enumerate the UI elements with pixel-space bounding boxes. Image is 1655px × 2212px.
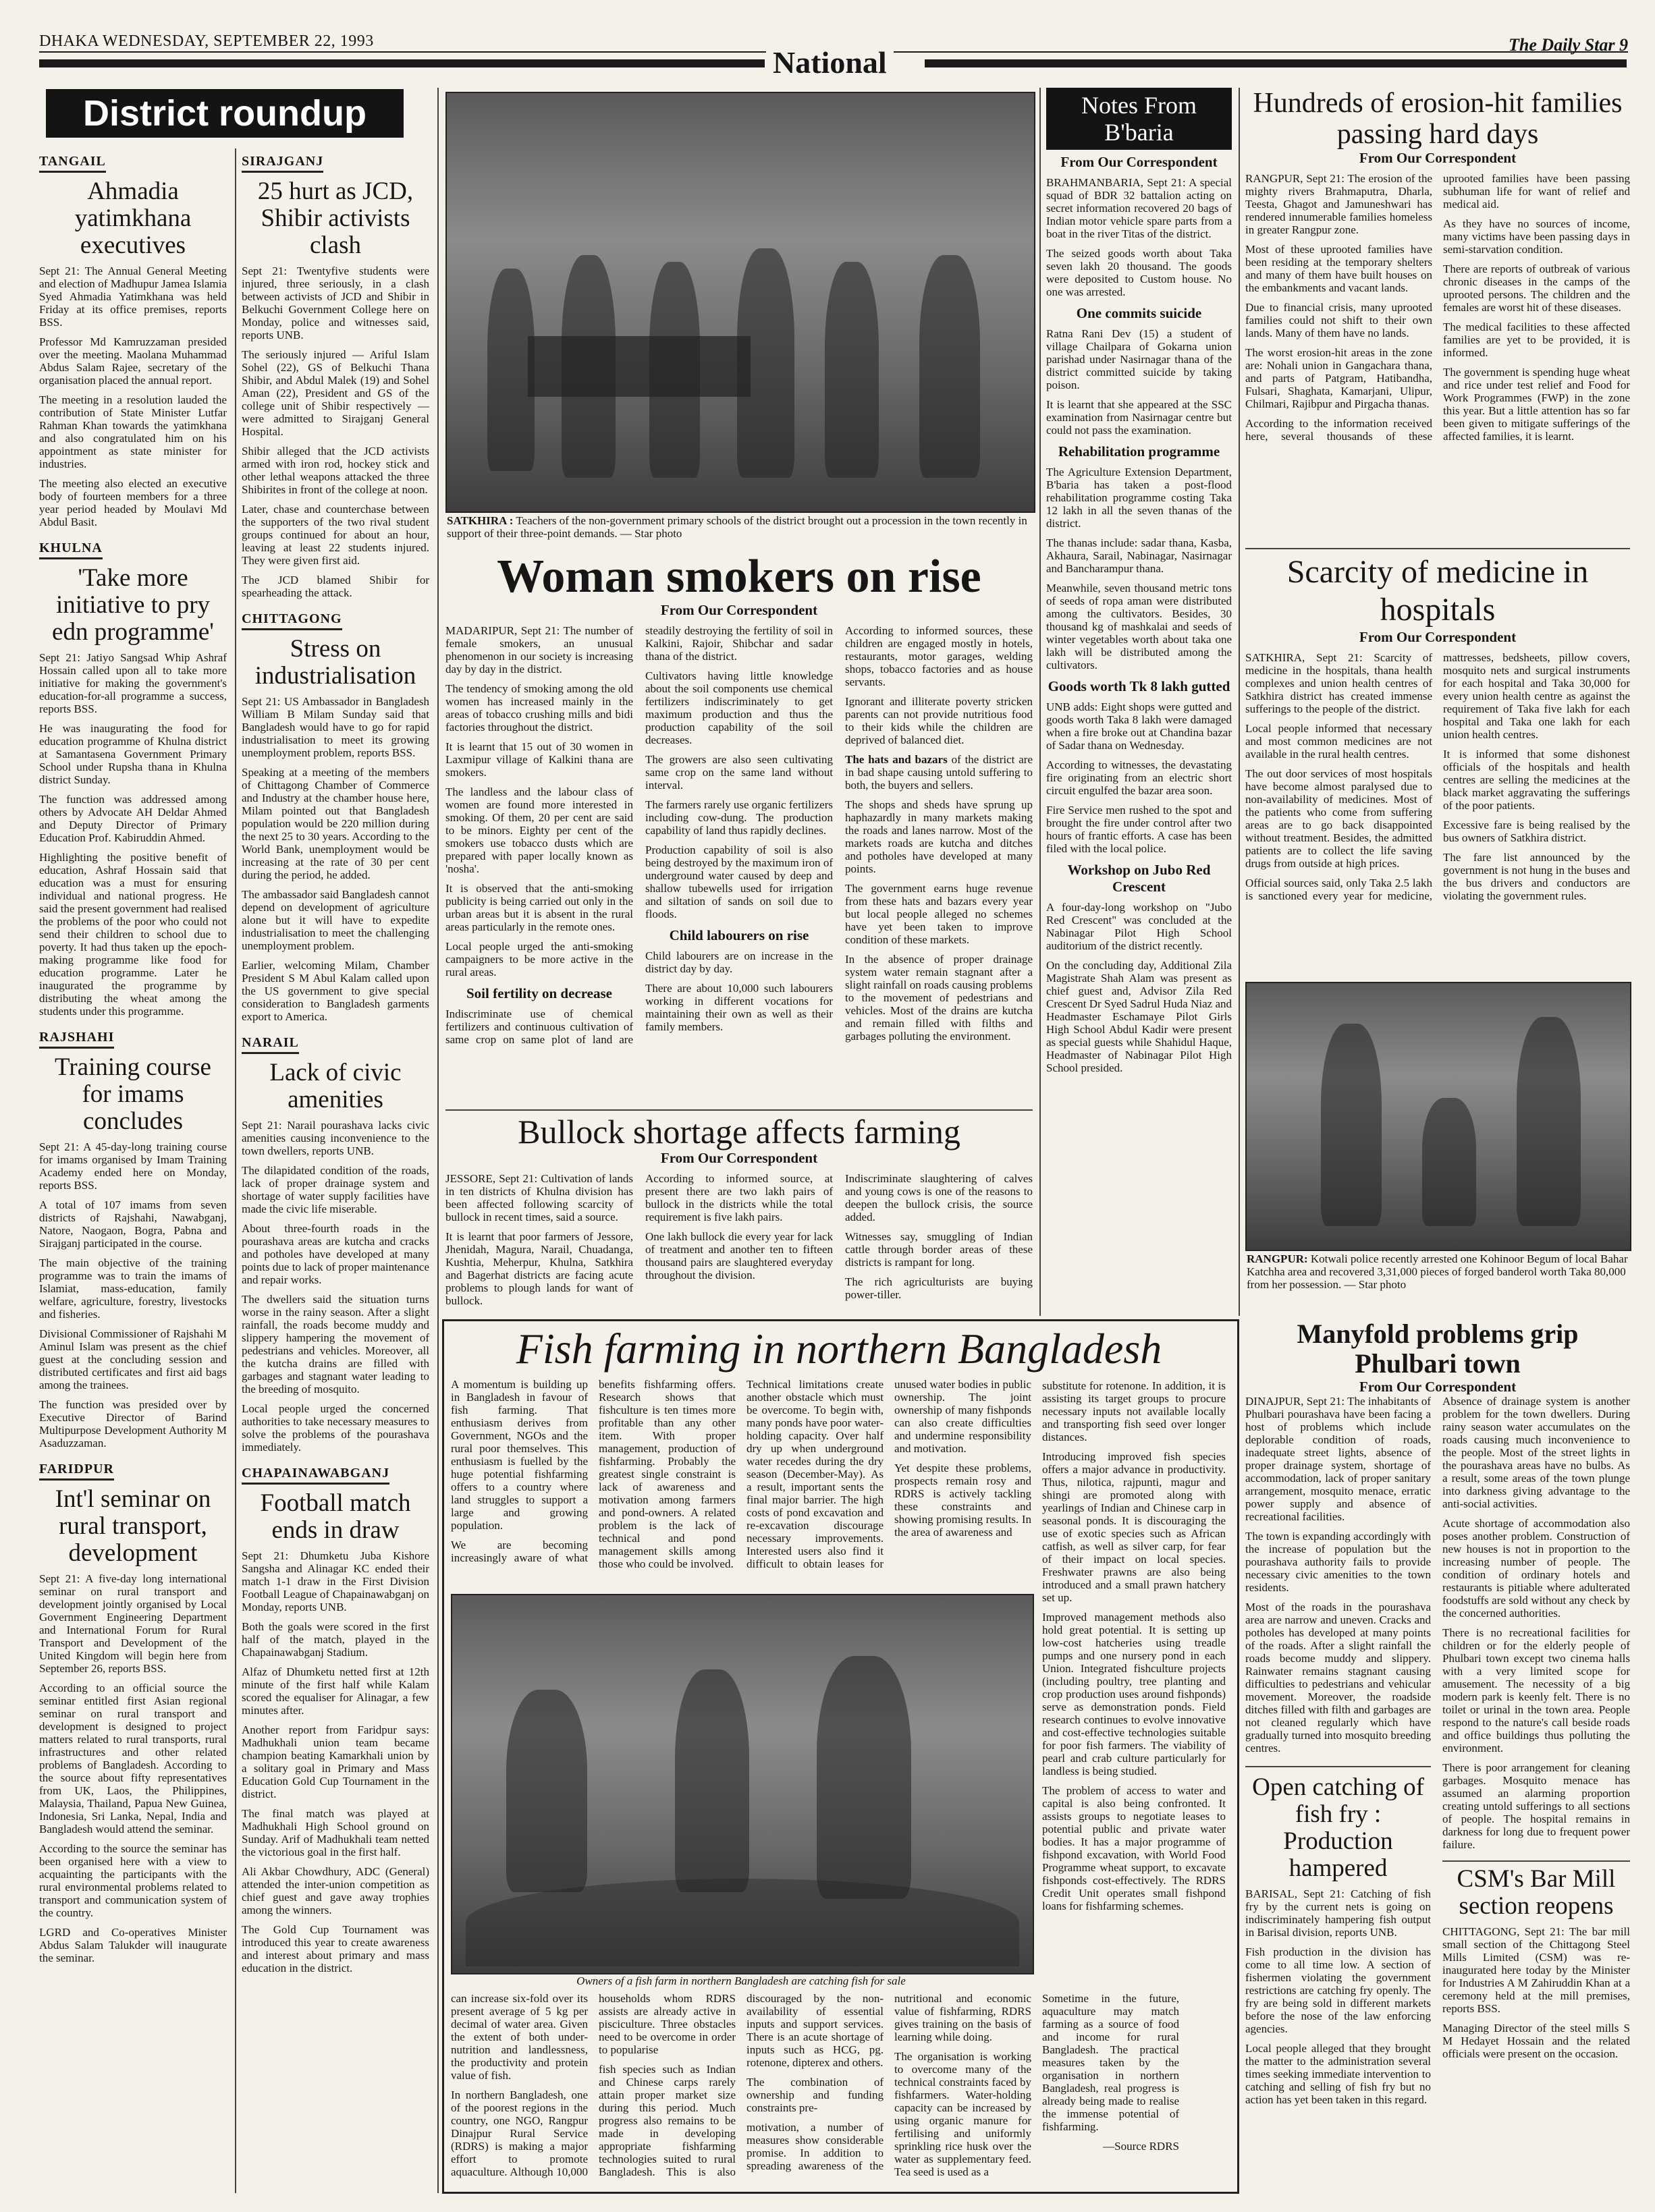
story-paragraph: Local people informed that necessary and most common medicines are not available in the rural health centres.: [1245, 722, 1432, 761]
story-paragraph: The medical facilities to these affected families are yet to be provided, it is informed.: [1443, 321, 1630, 359]
story-paragraph: Sept 21: Jatiyo Sangsad Whip Ashraf Hossain called upon all to take more initiative for making the government's education-for-all programme a success, reports BSS.: [39, 651, 227, 715]
story-columns: [1245, 651, 1630, 968]
story-paragraph: Ignorant and illiterate poverty stricken parents can not provide nutritious food to their kids while the children are deprived of balanced diet.: [845, 695, 1033, 746]
story-tag: FARIDPUR: [39, 1462, 114, 1481]
story-paragraph: UNB adds: Eight shops were gutted and goods worth Taka 8 lakh were damaged when a fire broke out at Chandina bazar of Sadar thana on Wednesday.: [1046, 700, 1232, 752]
story-paragraph: The organisation is working to overcome many of the technical constraints faced by fishfarmers. Water-holding capacity can be increased by using organic manure for fertilising and uniformly sprinkling rice husk over the water as supplementary feed. Tea seed is used as a: [894, 2050, 1031, 2178]
story-byline: From Our Correspondent: [660, 1150, 818, 1166]
story-paragraph: RANGPUR, Sept 21: The erosion of the mighty rivers Brahmaputra, Dharla, Teesta, Ghagot and Jamuneshwari has rendered innumerable families homeless in greater Rangpur zone.: [1245, 172, 1432, 236]
story-paragraph: The government is spending huge wheat and rice under test relief and Food for Work Programmes (FWP) in the zone this year. But a little attention has so far been given to mitigate sufferings of the affected families, it is learnt.: [1443, 366, 1630, 443]
story-paragraph: CHITTAGONG, Sept 21: The bar mill small section of the Chittagong Steel Mills Limited (CSM) was re-inaugurated here today by the Minister for Industries A M Zahiruddin Khan at a ceremony held at the mill premises, reports BSS.: [1442, 1925, 1630, 2015]
story-paragraph: Excessive fare is being realised by the bus owners of Satkhira district.: [1443, 819, 1630, 844]
photo-figure: [919, 255, 980, 478]
story-tag: NARAIL: [242, 1035, 299, 1054]
story-paragraph: The function was presided over by Executive Director of Barind Multipurpose Development Authority M Asaduzzaman.: [39, 1398, 227, 1449]
story-medicine-scarcity: [1245, 553, 1630, 978]
story-paragraph: According to informed source, at present there are two lakh pairs of bullock in the districts while the total requirement is five lakh pairs.: [645, 1172, 833, 1223]
story-fish-farming: [451, 1324, 1227, 2185]
story-paragraph: The rich agriculturists are buying power-tiller.: [845, 1275, 1033, 1301]
story-paragraph: Yet despite these problems, prospects remain rosy and RDRS is actively tackling these constraints and showing promising results. In the area of awareness and: [894, 1462, 1031, 1539]
story-paragraph: BRAHMANBARIA, Sept 21: A special squad of BDR 32 battalion acting on secret information recovered 20 bags of Indian motor vehicle spare parts from a boat in the river Titas of the district.: [1046, 176, 1232, 240]
story-paragraph: Sept 21: Narail pourashava lacks civic amenities causing inconvenience to the town dwellers, reports UNB.: [242, 1119, 429, 1157]
story-paragraph: Most of these uprooted families have been residing at the temporary shelters and many of them have built houses on the embankments and vacant lands.: [1245, 243, 1432, 294]
story-paragraph: The landless and the labour class of women are found more interested in smoking. Of them, 20 per cent are said to be minors. Eighty per cent of the smokers use tobacco dusts which are prepared with paper locally known as 'nosha'.: [445, 785, 633, 875]
story-headline: Bullock shortage affects farming: [518, 1113, 960, 1151]
photo-figure: [825, 262, 879, 478]
story-paragraph: According to witnesses, the devastating fire originating from an electric short circuit engulfed the bazar area soon.: [1046, 758, 1232, 797]
story-paragraph: Official sources said, only Taka 2.5 lakh is sanctioned every year for medicine, mattresses, bedsheets, pillow covers, mosquito nets and surgical instruments for each hospital and Taka 30,000 for every union health centre as against the requirement of Taka five lakh for each hospital and Taka one lakh for each union health centres.: [1245, 651, 1630, 902]
story-woman-smokers: [445, 552, 1033, 1107]
story-paragraph: It is informed that some dishonest officials of the hospitals and health centres are selling the medicines at the black market aggravating the sufferings of the poor patients.: [1443, 748, 1630, 812]
story-headline: Scarcity of medicine in hospitals: [1286, 554, 1589, 628]
story-paragraph: Sept 21: The Annual General Meeting and election of Madhupur Jamea Islamia Syed Ahmadia Yatimkhana was held Friday at its office premises, reports BSS.: [39, 265, 227, 329]
story-tag: TANGAIL: [39, 154, 106, 173]
story-paragraph: Witnesses say, smuggling of Indian cattle through border areas of these districts is rampant for long.: [845, 1230, 1033, 1269]
masthead-dateline: DHAKA WEDNESDAY, SEPTEMBER 22, 1993: [39, 32, 374, 50]
story-headline: 25 hurt as JCD, Shibir activists clash: [257, 177, 414, 259]
story-columns: [445, 1172, 1033, 1314]
story-paragraph: The JCD blamed Shibir for spearheading the attack.: [242, 574, 429, 599]
story-paragraph: The government earns huge revenue from these hats and bazars every year but local people alleged no schemes have yet been taken to improve condition of these markets.: [845, 882, 1033, 946]
photo-figure: [1517, 1017, 1581, 1226]
photo-net: [466, 1879, 1019, 1966]
story-divider: [445, 1109, 1033, 1111]
story-column-right: [1442, 1395, 1630, 2190]
story-headline: Open catching of fish fry : Production hampered: [1252, 1773, 1424, 1882]
story-paragraph: substitute for rotenone. In addition, it is assisting its target groups to procure necessary inputs not available locally and transporting fish seed over longer distances.: [1042, 1379, 1226, 1443]
story-source: —Source RDRS: [1103, 2140, 1179, 2153]
roundup-column-1: [39, 148, 227, 2193]
story-paragraph: Sept 21: Twentyfive students were injured, three seriously, in a clash between activists of JCD and Shibir in Belkuchi Government College here on Monday, police and witnesses said, reports UNB.: [242, 265, 429, 341]
section-title: National: [766, 45, 894, 80]
story-tag: CHITTAGONG: [242, 611, 342, 630]
photo-figure: [675, 1669, 749, 1892]
story-paragraph: Speaking at a meeting of the members of Chittagong Chamber of Commerce and Industry at the chamber house here, Milam pointed out that Bangladesh population would be 220 million during the next 25 to 30 years. According to the World Bank, unemployment would be increasing at the rate of 30 per cent during the period, he added.: [242, 766, 429, 881]
story-paragraph: The tendency of smoking among the old women has increased mainly in the areas of tobacco crushing mills and bidi factories throughout the district.: [445, 682, 633, 734]
column-divider: [235, 148, 236, 2193]
story-headline: 'Take more initiative to pry edn programme': [52, 564, 214, 646]
section-rule-right: [925, 59, 1627, 67]
story-bullock-shortage: [445, 1113, 1033, 1316]
story-headline: Int'l seminar on rural transport, development: [55, 1485, 211, 1567]
story-columns: [1046, 176, 1232, 1074]
story-paragraph: Ali Akbar Chowdhury, ADC (General) attended the inter-union competition as chief guest and gave away trophies among the winners.: [242, 1865, 429, 1916]
story-subhead: Rehabilitation programme: [1058, 443, 1220, 460]
story-paragraph: BARISAL, Sept 21: Catching of fish fry by the current nets is going on indiscriminately hampering fish output in Barisal division, reports UNB.: [1245, 1887, 1431, 1939]
story-paragraph: Managing Director of the steel mills S M Hedayet Hossain and the related officials were present on the occasion.: [1442, 2022, 1630, 2060]
story-paragraph: Fish production in the division has come to all time low. A section of fishermen violating the government restrictions are catching fry openly. The fry are being sold in different markets before the nose of the law enforcing agencies.: [1245, 1945, 1431, 2035]
story-headline: Fish farming in northern Bangladesh: [516, 1325, 1162, 1373]
story-paragraph: On the concluding day, Additional Zila Magistrate Shah Alam was present as chief guest and, Advisor Zila Red Crescent Dr Syed Sadrul Huda Niaz and Headmaster Eschamaye Pilot Girls High School Abdul Kadir were present as special guests while Shahidul Haque, Headmaster of Nabinagar Pilot High School presided.: [1046, 959, 1232, 1074]
rangpur-photo-caption: [1247, 1252, 1629, 1291]
rangpur-arrest-photo: [1245, 982, 1631, 1251]
story-headline: CSM's Bar Mill section reopens: [1457, 1865, 1616, 1920]
story-paragraph: A four-day-long workshop on "Jubo Red Crescent" was concluded at the Nabinagar Pilot High School auditorium of the district recently.: [1046, 901, 1232, 952]
story-paragraph: Indiscriminate use of chemical fertilizers and continuous cultivation of same crop on same plot of land are steadily destroying the fertility of soil in Kalkini, Rajoir, Shibchar and sadar thana of the district.: [445, 624, 833, 1046]
story-paragraph: One lakh bullock die every year for lack of treatment and another ten to fifteen thousand pairs are slaughtered everyday throughout the division.: [645, 1230, 833, 1281]
story-headline: Woman smokers on rise: [497, 551, 981, 603]
column-divider: [437, 88, 439, 2193]
story-paragraph: The town is expanding accordingly with the increase of population but the pourashava authority fails to provide necessary civic amenities to the town residents.: [1245, 1530, 1431, 1594]
story-paragraph: Shibir alleged that the JCD activists armed with iron rod, hockey stick and other lethal weapons attacked the three Shibirites in front of the college at noon.: [242, 445, 429, 496]
story-paragraph: Both the goals were scored in the first half of the match, played in the Chapainawabganj Stadium.: [242, 1620, 429, 1659]
story-paragraph: We are becoming increasingly aware of what benefits fishfarming offers. Research shows that fishculture is ten times more profitable than any other item. With proper management, production of fishfarming. Probably the greatest single constraint is lack of awareness and motivation among farmers and pond-owners. A related problem is the lack of technical and pond management skills among those who could be involved.: [451, 1378, 736, 1570]
fish-photo-caption: Owners of a fish farm in northern Bangladesh are catching fish for sale: [576, 1974, 906, 1987]
story-paragraph: It is learnt that she appeared at the SSC examination from Nasirnagar centre but could not pass the examination.: [1046, 398, 1232, 437]
story-paragraph: Cultivators having little knowledge about the soil components use chemical fertilizers indiscriminately to get maximum production and thus the production capability of the soil decreases.: [645, 669, 833, 746]
story-paragraph: Technical limitations create another obstacle which must be overcome. To begin with, many ponds have poor water-holding capacity. Over half dry up when underground water recedes during the dry season (December-May). As a result, important sents the final major barrier. The high costs of pond excavation and re-excavation discourage necessary improvements. Interested users also find it difficult to obtain leases for unused water bodies in public ownership. The joint ownership of many fishponds can also create difficulties and undermine responsibility and motivation.: [747, 1378, 1032, 1570]
story-paragraph: The final match was played at Madhukhali High School ground on Sunday. Arif of Madhukhali team netted the victorious goal in the first half.: [242, 1807, 429, 1858]
story-tag: SIRAJGANJ: [242, 154, 323, 173]
story-paragraph: Sept 21: A 45-day-long training course for imams organised by Imam Training Academy ended here on Monday, reports BSS.: [39, 1140, 227, 1192]
story-paragraph: It is learnt that 15 out of 30 women in Laxmipur village of Kalkini thana are smokers.: [445, 740, 633, 779]
story-paragraph: The meeting also elected an executive body of fourteen members for a three year period headed by Moulavi Md Abdul Basit.: [39, 477, 227, 528]
story-byline: From Our Correspondent: [1359, 150, 1517, 166]
story-paragraph: Local people alleged that they brought the matter to the administration several times seeking immediate intervention to catching and selling of fish fry but no action has yet been taken in this regard.: [1245, 2042, 1431, 2106]
column-divider: [1239, 88, 1240, 1316]
story-paragraph: Meanwhile, seven thousand metric tons of seeds of ropa aman were distributed among the cultivators. Besides, 30 thousand kg of mashkalai and seeds of winter vegetables worth about taka one lakh will be distributed among the cultivators.: [1046, 582, 1232, 671]
story-headline: Football match ends in draw: [260, 1489, 411, 1544]
story-industrialisation: [242, 606, 429, 1023]
story-paragraph: JESSORE, Sept 21: Cultivation of lands in ten districts of Khulna division has been affected following scarcity of bullock in recent times, said a source.: [445, 1172, 633, 1223]
photo-credit: — Star photo: [620, 527, 682, 540]
fish-farm-photo: [451, 1594, 1034, 1974]
story-paragraph: Sept 21: US Ambassador in Bangladesh William B Milam Sunday said that Bangladesh would have to go for rapid industrialisation to meet its growing unemployment problem, reports BSS.: [242, 695, 429, 759]
story-paragraph: The farmers rarely use organic fertilizers including cow-dung. The production capability of land thus rapidly declines.: [645, 798, 833, 837]
story-paragraph-text: MADARIPUR, Sept 21: The number of female smokers, an unusual phenomenon in our society is increasing day by day in the district.: [445, 624, 633, 675]
story-paragraph: There is poor arrangement for cleaning garbages. Mosquito menace has assumed an alarming proportion creating untold sufferings to all sections of people. The hospital remains in darkness for long due to frequent power failure.: [1442, 1761, 1630, 1851]
story-paragraph: Later, chase and counterchase between the supporters of the two rival student groups continued for about an hour, leaving at least 22 students injured. They were given first aid.: [242, 503, 429, 567]
story-paragraph: A total of 107 imams from seven districts of Rajshahi, Nawabganj, Natore, Naogaon, Bogra, Pabna and Sirajganj participated in the course.: [39, 1198, 227, 1250]
story-paragraph: Acute shortage of accommodation also poses another problem. Construction of new houses is not in proportion to the increasing number of people. The condition of ordinary hotels and restaurants is pitiable where adulterated foodstuffs are sold without any check by the concerned authorities.: [1442, 1517, 1630, 1620]
story-paragraph: According to an official source the seminar entitled first Asian regional seminar on rural transport and development is designed to project matters related to rural transports, rural infrastructures and other related problems of Bangladesh. According to the source about fifty representatives from UK, Laos, the Philippines, Malaysia, Thailand, Papua New Guinea, Indonesia, Sri Lanka, Nepal, India and Bangladesh would attend the seminar.: [39, 1682, 227, 1835]
story-paragraph: Earlier, welcoming Milam, Chamber President S M Abul Kalam called upon the US government to give special consideration to Bangladesh garments export to America.: [242, 959, 429, 1023]
story-byline: From Our Correspondent: [1060, 154, 1218, 170]
story-paragraph: A momentum is building up in Bangladesh in favour of fish farming. That enthusiasm derives from Government, NGOs and the rural poor themselves. This enthusiasm is fuelled by the huge potential fishfarming offers to a country where land struggles to support a large and growing population.: [451, 1378, 588, 1532]
story-football: [242, 1460, 429, 1974]
story-paragraph: The Gold Cup Tournament was introduced this year to create awareness and interest about primary and mass education in the district.: [242, 1923, 429, 1974]
story-paragraph: Sometime in the future, aquaculture may match farming as a source of food and income for rural Bangladesh. The practical measures taken by the organisation in northern Bangladesh, real progress is already being made to realise the immense potential of fishfarming.: [1042, 1992, 1179, 2133]
story-tag: CHAPAINAWABGANJ: [242, 1466, 389, 1485]
story-headline: Training course for imams concludes: [55, 1053, 211, 1135]
story-paragraph: According to the information received here, several thousands of these uprooted families have been passing subhuman life for want of relief and medical aid.: [1245, 172, 1630, 443]
story-paragraph: The seriously injured — Ariful Islam Sohel (22), GS of Belkuchi Thana Shibir, and Abdul Malek (19) and Sohel Aman (22), President and GS of the college unit of Shibir respectively — were admitted to Sirajganj General Hospital.: [242, 348, 429, 438]
story-paragraph: The fare list announced by the government is not hung in the buses and the bus drivers and conductors are violating the government rules.: [1443, 851, 1630, 902]
story-training: [39, 1024, 227, 1449]
story-paragraph: Local people urged the anti-smoking campaigners to be more active in the rural areas.: [445, 940, 633, 978]
story-paragraph: The thanas include: sadar thana, Kasba, Akhaura, Sarail, Nabinagar, Nasirnagar and Bancharampur thana.: [1046, 536, 1232, 575]
story-paragraph: The combination of ownership and funding constraints pre-: [747, 2076, 884, 2114]
story-paragraph: Indiscriminate slaughtering of calves and young cows is one of the reasons to deepen the bullock crisis, the source added.: [845, 1172, 1033, 1223]
story-notes-bbaria: [1046, 88, 1232, 1316]
story-inline-subhead: The hats and bazars: [845, 753, 948, 766]
story-paragraph: Divisional Commissioner of Rajshahi M Aminul Islam was present as the chief guest at the concluding session and distributed certificates and first aid bags among the trainees.: [39, 1327, 227, 1391]
story-erosion: [1245, 88, 1630, 547]
story-byline: From Our Correspondent: [660, 602, 818, 618]
story-subhead: Goods worth Tk 8 lakh gutted: [1048, 678, 1230, 694]
story-paragraph: Most of the roads in the pourashava area are narrow and uneven. Cracks and potholes has developed at many points of the roads. After a slight rainfall the roads become muddy and slippery. Rainwater remains stagnant causing difficulties to pedestrians and vehicular movement. Moreover, the roadside ditches filled with filth and garbages are not cleaned regularly which have gradually turned into mosquito breeding centres.: [1245, 1601, 1431, 1754]
story-paragraph: [845, 753, 1033, 792]
story-headline: Ahmadia yatimkhana executives: [74, 177, 192, 259]
story-amenities: [242, 1030, 429, 1454]
story-paragraph: The ambassador said Bangladesh cannot depend on development of agriculture alone but it will have to expedite industrialisation to meet the challenging unemployment problem.: [242, 888, 429, 952]
photo-figure: [817, 1656, 911, 1899]
story-jcd: [242, 148, 429, 599]
column-divider: [1039, 88, 1041, 1316]
story-take-more: [39, 535, 227, 1018]
story-paragraph: The meeting in a resolution lauded the contribution of State Minister Lutfar Rahman Khan towards the yatimkhana and also congratulated him on his appointment as state minister for industries.: [39, 393, 227, 470]
story-subhead: One commits suicide: [1076, 305, 1202, 321]
story-columns-top: [451, 1378, 1031, 1587]
story-paragraph: It is observed that the anti-smoking publicity is being carried out only in the urban areas but it is absent in the rural areas particularly in the remote ones.: [445, 882, 633, 933]
story-paragraph: It is learnt that poor farmers of Jessore, Jhenidah, Magura, Narail, Chuadanga, Kushtia, Meherpur, Khulna, Satkhira and Bagerhat districts are facing acute problems to plough lands for want of bullock.: [445, 1230, 633, 1307]
story-tag: RAJSHAHI: [39, 1030, 114, 1049]
story-paragraph: Fire Service men rushed to the spot and brought the fire under control after two hours of frantic efforts. A case has been filed with the local police.: [1046, 804, 1232, 855]
story-paragraph: The worst erosion-hit areas in the zone are: Nohali union in Gangachara thana, and parts of Patgram, Hatibandha, Fulsari, Shaghata, Kamarjani, Ulipur, Chilmari, Rajibpur and Pirgacha thanas.: [1245, 346, 1432, 410]
story-headline: Stress on industrialisation: [254, 635, 416, 690]
story-paragraph: Professor Md Kamruzzaman presided over the meeting. Maolana Muhammad Abdus Salam Rajee, secretary of the organisation placed the annual report.: [39, 335, 227, 387]
caption-text: Kotwali police recently arrested one Kohinoor Begum of local Bahar Katchha area and recovered 3,31,000 pieces of forged banderol worth Taka 80,000 from her possession.: [1247, 1252, 1628, 1291]
satkhira-photo-caption: [447, 514, 1031, 540]
story-phulbari: [1245, 1319, 1630, 2190]
story-paragraph: The seized goods worth about Taka seven lakh 20 thousand. The goods were deposited to Custom house. No one was arrested.: [1046, 247, 1232, 298]
photo-banner: [528, 336, 751, 397]
story-paragraph: Improved management methods also hold great potential. It is setting up low-cost hatcheries using treadle pumps and one nursery pond in each Union. Integrated fishculture projects (including poultry, tree planting and crop production uses around fishponds) serve as demonstration ponds. Field research continues to evolve innovative and cost-effective technologies suitable for poor fish farmers. The viability of pearl and crab culture particularly for landless is being studied.: [1042, 1611, 1226, 1777]
story-paragraph: Introducing improved fish species offers a major advance in productivity. Thus, nilotica, rajpunti, magur and shingi are promoted along with yearlings of Indian and Chinese carp in seasonal ponds. It is discouraging the use of exotic species such as African catfish, as well as silver carp, for fear of their impact on local species. Freshwater prawns are also being introduced and a small prawn hatchery set up.: [1042, 1450, 1226, 1604]
photo-credit: — Star photo: [1344, 1278, 1407, 1291]
story-paragraph: Sept 21: Dhumketu Juba Kishore Sangsha and Alinagar KC ended their match 1-1 draw in the First Division Football League of Chapainawabganj on Monday, reports UNB.: [242, 1549, 429, 1613]
story-paragraph: According to the source the seminar has been organised here with a view to acquainting the participants with the rural environmental problems related to transport and communication system of the country.: [39, 1842, 227, 1919]
story-paragraph: As they have no sources of income, many victims have been passing days in semi-starvation condition.: [1443, 217, 1630, 256]
story-paragraph: Production capability of soil is also being destroyed by the maximum iron of underground water caused by deep and shallow tubewells used for irrigation and siltation of sands on soil due to floods.: [645, 844, 833, 920]
photo-figure: [1321, 1024, 1382, 1226]
section-rule-left: [39, 59, 765, 67]
story-paragraph: can increase six-fold over its present average of 5 kg per decimal of water area. Given the extent of both under-nutrition and landlessness, the productivity and protein value of fish.: [451, 1992, 588, 2082]
story-paragraph: Highlighting the positive benefit of education, Ashraf Hossain said that education was a must for ensuring individual and national progress. He said the present government had realised the problems of the poor who could not send their children to school due to poverty. It had thus taken up the epoch-making programme like food for education programme. Later he inaugurated the programme by distributing the wheat among the students under this programme.: [39, 851, 227, 1018]
story-paragraph: Absence of drainage system is another problem for the town dwellers. During rainy season water accumulates on the roads causing much inconvenience to the people. Most of the street lights in the pourashava areas have no bulbs. As a result, some areas of the town plunge into darkness giving advantage to the anti-social activities.: [1442, 1395, 1630, 1510]
story-paragraph: Alfaz of Dhumketu netted first at 12th minute of the first half while Kalam scored the equaliser for Alinagar, a few minutes after.: [242, 1665, 429, 1717]
story-paragraph: The shops and sheds have sprung up haphazardly in many markets making the roads and lanes narrow. Most of the markets roads are kutcha and ditches and potholes have developed at many points.: [845, 798, 1033, 875]
story-subhead: Soil fertility on decrease: [466, 985, 612, 1001]
story-paragraph: DINAJPUR, Sept 21: The inhabitants of Phulbari pourashava have been facing a host of problems which include deplorable condition of roads, inadequate street lights, absence of proper drainage system, shortage of accommodation, lack of proper sanitary arrangement, mosquito menace, erratic power supply and absence of recreational facilities.: [1245, 1395, 1431, 1523]
district-roundup-banner: District roundup: [46, 89, 404, 138]
story-paragraph: motivation, a number of measures show considerable promise. In addition to spreading awareness of the nutritional and economic value of fishfarming, RDRS gives training on the basis of learning while doing.: [747, 1992, 1031, 2172]
story-paragraph: The Agriculture Extension Department, B'baria has taken a post-flood rehabilitation programme costing Taka 12 lakh in all the seven thanas of the district.: [1046, 466, 1232, 530]
story-subhead: Workshop on Jubo Red Crescent: [1067, 862, 1211, 895]
story-tag: KHULNA: [39, 541, 103, 559]
caption-lead: RANGPUR:: [1247, 1252, 1308, 1265]
story-paragraph: fish species such as Indian and Chinese carps rarely attain proper market size during this period. Much progress also remains to be made in developing appropriate fishfarming technologies suited to rural Bangladesh. This is also discouraged by the non-availability of essential inputs and support services. There is an acute shortage of inputs such as HCG, pg. rotenone, dipterex and others.: [599, 1992, 884, 2178]
story-paragraph: SATKHIRA, Sept 21: Scarcity of medicine in the hospitals, thana health complexes and union health centres of Satkhira district has created immense sufferings to the people of the district.: [1245, 651, 1432, 715]
photo-figure: [506, 1690, 587, 1892]
story-paragraph: There are reports of outbreak of various chronic diseases in the camps of the uprooted persons. The children and the females are worst hit of these diseases.: [1443, 262, 1630, 314]
roundup-column-2: [242, 148, 429, 2193]
story-byline: From Our Correspondent: [1359, 629, 1517, 645]
story-paragraph: According to informed sources, these children are engaged mostly in hotels, restaurants, motor garages, welding shops, tobacco factories and as house servants.: [845, 624, 1033, 688]
story-paragraph: There are about 10,000 such labourers working in different vocations for maintaining their own as well as their family members.: [645, 982, 833, 1033]
story-paragraph: Ratna Rani Dev (15) a student of village Chailpara of Gokarna union parishad under Nasirnagar thana of the district committed suicide by taking poison.: [1046, 327, 1232, 391]
story-open-catching: [1245, 1766, 1431, 2195]
story-paragraph: Due to financial crisis, many uprooted families could not shift to their own lands. Many of them have no lands.: [1245, 301, 1432, 339]
notes-banner: Notes From B'baria: [1046, 88, 1232, 150]
caption-lead: SATKHIRA :: [447, 514, 514, 527]
satkhira-procession-photo: [445, 92, 1035, 513]
story-columns-bottom: [451, 1992, 1179, 2184]
photo-figure: [1422, 1098, 1476, 1226]
story-paragraph: He was inaugurating the food for education programme of Khulna district at Samantasena Government Primary School under Rupsha thana in Khulna district Sunday.: [39, 722, 227, 786]
story-paragraph: There is no recreational facilities for children or for the elderly people of Phulbari town except two cinema halls with a very limited scope for amusement. The necessity of a big modern park is keenly felt. There is no toilet or urinal in the town area. People respond to the nature's call beside roads and office buildings thus polluting the environment.: [1442, 1626, 1630, 1754]
story-headline: Lack of civic amenities: [269, 1059, 402, 1113]
story-paragraph: LGRD and Co-operatives Minister Abdus Salam Talukder will inaugurate the seminar.: [39, 1926, 227, 1964]
story-columns: [1245, 172, 1630, 523]
story-paragraph: The dilapidated condition of the roads, lack of proper drainage system and shortage of water supply facilities have made the civic life miserable.: [242, 1164, 429, 1215]
story-columns: [445, 624, 1033, 1097]
story-paragraph: Child labourers are on increase in the district day by day.: [645, 949, 833, 975]
story-paragraph: [445, 624, 633, 675]
story-paragraph: About three-fourth roads in the pourashava areas are kutcha and cracks and potholes have developed at many points due to lack of proper maintenance and repair works.: [242, 1222, 429, 1286]
story-paragraph: In northern Bangladesh, one of the poorest regions in the country, one NGO, Rangpur Dinajpur Rural Service (RDRS) is making a major effort to promote aquaculture. Although 10,000 households whom RDRS assists are already active in pisciculture. Three obstacles need to be overcome in order to popularise: [451, 1992, 736, 2178]
story-paragraph: Local people urged the concerned authorities to take necessary measures to solve the problems of the pourashava immediately.: [242, 1402, 429, 1454]
story-paragraph: The out door services of most hospitals have become almost paralysed due to non-availability of medicines. Most of the patients who come from suffering areas are to go back disappointed without treatment. Besides, the admitted patients are to collect the life saving drugs from outside at high prices.: [1245, 767, 1432, 870]
story-paragraph: In the absence of proper drainage system water remain stagnant after a slight rainfall on roads causing problems to the movement of pedestrians and vehicles. Most of the drains are kutcha and remain filled with filths and garbages polluting the environment.: [845, 953, 1033, 1043]
story-headline: Hundreds of erosion-hit families passing hard days: [1253, 88, 1623, 150]
story-divider: [1245, 548, 1630, 549]
story-paragraph: The growers are also seen cultivating same crop on the same land without interval.: [645, 753, 833, 792]
story-paragraph: The function was addressed among others by Advocate AH Deldar Ahmed and Deputy Director of Primary Education Prof. Kabiruddin Ahmed.: [39, 793, 227, 844]
story-paragraph: The main objective of the training programme was to train the imams of Islamiat, mass-education, family welfare, agriculture, forestry, livestocks and fisheries.: [39, 1256, 227, 1321]
story-headline: Manyfold problems grip Phulbari town: [1297, 1319, 1579, 1379]
story-seminar: [39, 1456, 227, 1964]
story-paragraph-text: of the district are in bad shape causing untold suffering to both, the buyers and sellers.: [845, 753, 1033, 792]
story-paragraph: Sept 21: A five-day long international seminar on rural transport and development jointly organised by Local Government Engineering Department and International Forum for Rural Transport and Development of the United Kingdom will begin here from September 26, reports BSS.: [39, 1572, 227, 1675]
paper-page-label: The Daily Star 9: [1509, 35, 1628, 55]
story-ahmadia: [39, 148, 227, 528]
story-column-left: [1245, 1395, 1431, 1759]
story-paragraph: Another report from Faridpur says: Madhukhali union team became champion beating Kamarkhali union by a solitary goal in Primary and Mass Education Gold Cup Tournament in the district.: [242, 1723, 429, 1800]
story-paragraph: The dwellers said the situation turns worse in the rainy season. After a slight rainfall, the roads become muddy and slippery hampering the movement of pedestrians and vehicles. Moreover, all the kutcha drains are filled with garbages and stagnant water leading to the breeding of mosquito.: [242, 1293, 429, 1395]
story-byline: From Our Correspondent: [1359, 1379, 1517, 1395]
story-paragraph: The problem of access to water and capital is also being confronted. It assists groups to negotiate leases to potential public and private water bodies. It has a major programme of fishpond excavation, with World Food Programme wheat support, to excavate fishponds cost-effectively. The RDRS Credit Unit operates small fishpond loans for fishfarming schemes.: [1042, 1784, 1226, 1912]
story-subhead: Child labourers on rise: [669, 927, 809, 943]
caption-text: Teachers of the non-government primary schools of the district brought out a procession in the town recently in support of their three-point demands.: [447, 514, 1027, 540]
story-divider: [1442, 1860, 1630, 1862]
